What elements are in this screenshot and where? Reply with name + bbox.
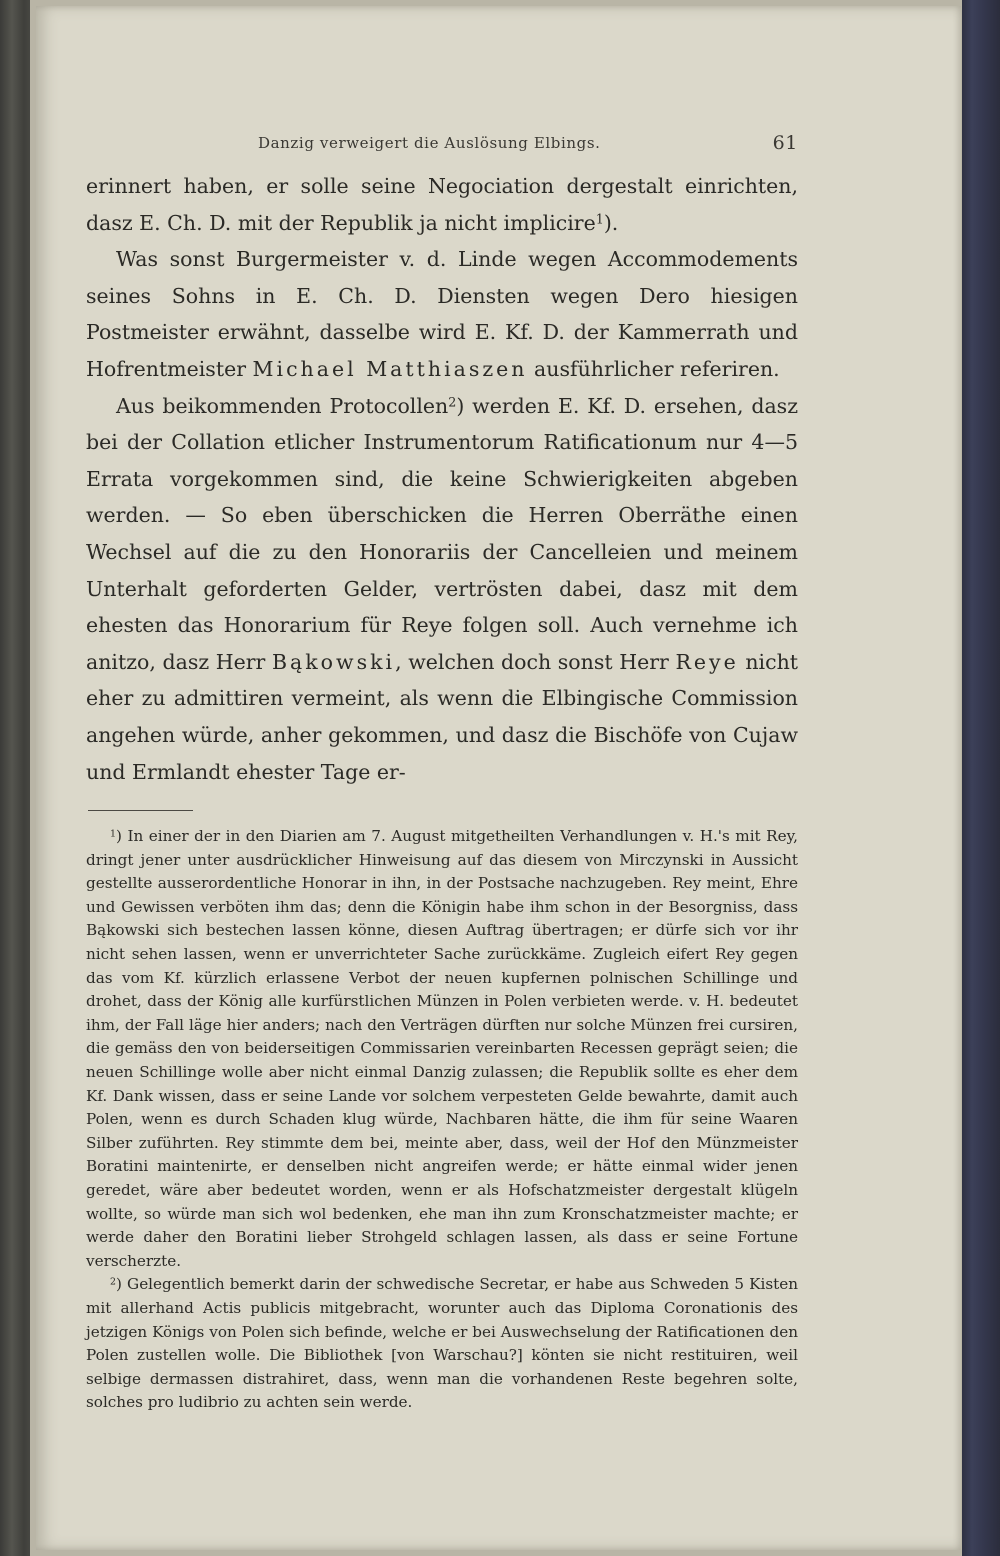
paragraph-2 bbox=[86, 241, 798, 387]
paragraph-1 bbox=[86, 168, 798, 241]
footnote-1-marker: 1 bbox=[110, 828, 116, 840]
footnote-2 bbox=[86, 1273, 798, 1415]
paragraph-1-end: ). bbox=[603, 210, 619, 235]
footnote-2-text: ) Gelegentlich bemerkt darin der schwedische Secretar, er habe aus Schweden 5 Kisten mit allerhand Actis publicis mitgebracht, worunter auch das Diploma Coronationis des jetzigen Königs von Polen sich befinde, welche er bei Auswechselung der Ratificationen den Polen zustellen wolle. Die Bibliothek [von Warschau?] könten sie nicht restituiren, weil selbige dermassen distrahiret, dass, wenn man die vorhandenen Reste begehren solte, solches pro ludibrio zu achten sein werde. bbox=[86, 1275, 798, 1412]
book-binding bbox=[962, 0, 1000, 1556]
paragraph-3-text-2: , welchen doch sonst Herr bbox=[395, 649, 669, 674]
footnote-2-marker: 2 bbox=[110, 1276, 116, 1288]
footnote-1-text: ) In einer der in den Diarien am 7. August mitgetheilten Verhandlungen v. H.'s mit Rey, dringt jener unter ausdrücklicher Hinweisung auf das diesem von Mirczynski in Aussicht gestellte ausserordentliche Honorar in ihn, in der Postsache nachzugeben. Rey meint, Ehre und Gewissen verböten ihm das; denn die Königin habe ihm schon in der Besorgniss, dass Bąkowski sich bestechen lassen könne, diesen Auftrag übertragen; er dürfe sich vor ihr nicht sehen lassen, wenn er unverrichteter Sache zurückkäme. Zugleich eifert Rey gegen das vom Kf. kürzlich erlassene Verbot der neuen kupfernen polnischen Schillinge und drohet, dass der König alle kurfürstlichen Münzen in Polen verbieten werde. v. H. bedeutet ihm, der Fall läge hier anders; nach den Verträgen dürften nur solche Münzen frei cursiren, die gemäss den von beiderseitigen Commissarien vereinbarten Recessen geprägt seien; die neuen Schillinge wolle aber nicht einmal Danzig zulassen; die Republik sollte es eher dem Kf. Dank wissen, dass er seine Lande vor solchem verpesteten Gelde bewahrte, damit auch Polen, wenn es durch Schaden klug würde, Nachbaren hätte, die ihm für seine Waaren Silber zuführten. Rey stimmte dem bei, meinte aber, dass, weil der Hof den Münzmeister Boratini maintenirte, er denselben nicht angreifen werde; er hätte einmal wider jenen geredet, wäre aber bedeutet worden, wenn er als Hofschatzmeister dergestalt klügeln wollte, so würde man sich wol bedenken, ehe man ihn zum Kronschatzmeister machte; er werde daher den Boratini lieber Strohgeld schlagen lassen, als dass er seine Fortune verscherzte. bbox=[86, 827, 798, 1270]
paragraph-1-text: erinnert haben, er solle seine Negociation dergestalt einrichten, dasz E. Ch. D. mit der Republik ja nicht implicire bbox=[86, 174, 798, 235]
footnote-ref-1[interactable]: 1 bbox=[595, 211, 604, 227]
footnotes bbox=[86, 825, 798, 1415]
footnote-1 bbox=[86, 825, 798, 1273]
paragraph-3-start: Aus beikommenden Protocollen bbox=[116, 393, 449, 418]
page-content bbox=[86, 128, 798, 1415]
person-name-matthiaszen: Michael Matthiaszen bbox=[252, 356, 528, 381]
person-name-reye: Reye bbox=[675, 649, 739, 674]
page-number: 61 bbox=[772, 132, 798, 154]
paragraph-3 bbox=[86, 388, 798, 791]
running-head bbox=[86, 128, 798, 164]
footnote-rule bbox=[88, 810, 193, 811]
paragraph-3-text: ) werden E. Kf. D. ersehen, dasz bei der Collation etlicher Instrumentorum Ratificationum nur 4—5 Errata vorgekommen sind, die keine Schwierigkeiten abgeben werden. — So eben überschicken die Herren Oberräthe einen Wechsel auf die zu den Honorariis der Cancelleien und meinem Unterhalt geforderten Gelder, vertrösten dabei, dasz mit dem ehesten das Honorarium für Reye folgen soll. Auch vernehme ich anitzo, dasz Herr bbox=[86, 393, 799, 674]
body-text bbox=[86, 168, 798, 790]
running-title: Danzig verweigert die Auslösung Elbings. bbox=[258, 134, 601, 152]
person-name-bakowski: Bąkowski bbox=[271, 649, 396, 674]
paragraph-3-text-3: nicht eher zu admittiren vermeint, als wenn die Elbingische Commission angehen würde, anher gekommen, und dasz die Bischöfe von Cujaw und Ermlandt ehester Tage er- bbox=[86, 649, 799, 784]
footnote-ref-2[interactable]: 2 bbox=[448, 394, 457, 410]
paragraph-2-end: ausführlicher referiren. bbox=[534, 356, 780, 381]
paragraph-2-text: Was sonst Burgermeister v. d. Linde wegen Accommodements seines Sohns in E. Ch. D. Diensten wegen Dero hiesigen Postmeister erwähnt, dasselbe wird E. Kf. D. der Kammerrath und Hofrentmeister bbox=[86, 247, 798, 381]
